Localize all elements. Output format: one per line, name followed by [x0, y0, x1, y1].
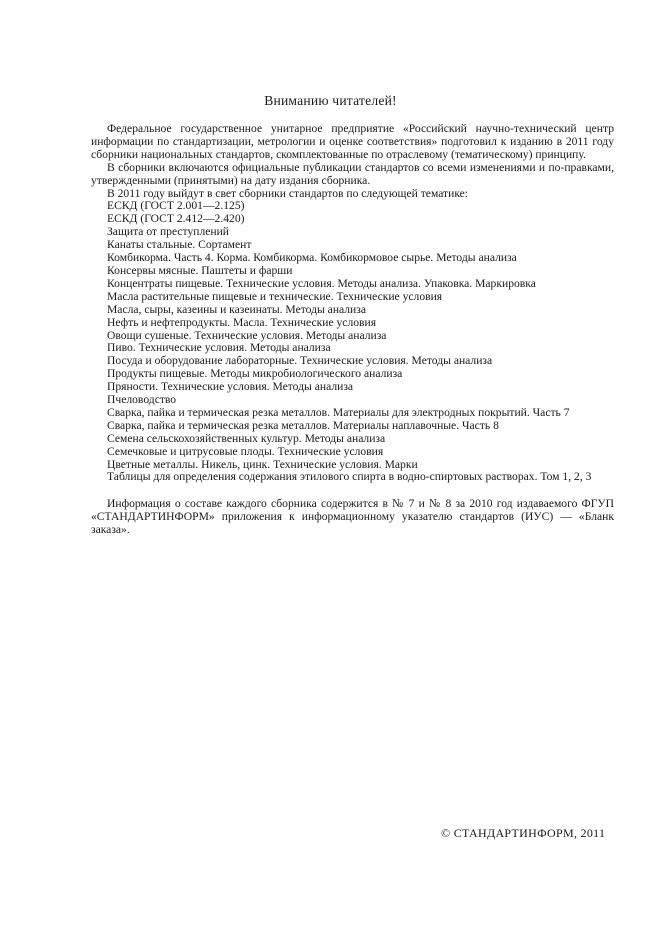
topics-intro-paragraph: В 2011 году выйдут в свет сборники стандартов по следующей тематике:: [107, 186, 469, 200]
list-item: Таблицы для определения содержания этилового спирта в водно-спиртовых растворах. Том 1, 2, 3: [107, 470, 592, 484]
intro-paragraph: Федеральное государственное унитарное предприятие «Российский научно-технический центр информации по стандартизации, метрологии и оценке соответствия» подготовил к изданию в 2011 году сборники национальных стандартов, скомплектованные по отраслевому (тематическому) принципу.: [91, 122, 614, 161]
list-item: Канаты стальные. Сортамент: [107, 238, 252, 252]
copyright-line: © СТАНДАРТИНФОРМ, 2011: [441, 826, 606, 840]
list-item: Посуда и оборудование лабораторные. Технические условия. Методы анализа: [107, 354, 493, 368]
order-info-paragraph: Информация о составе каждого сборника содержится в № 7 и № 8 за 2010 год издаваемого ФГУП «СТАНДАРТИНФОРМ» приложения к информационному указателю стандартов (ИУС) — «Бланк заказа».: [91, 497, 614, 537]
topics-list: [91, 200, 614, 484]
list-item: Концентраты пищевые. Технические условия. Методы анализа. Упаковка. Маркировка: [107, 276, 536, 290]
list-item: Пиво. Технические условия. Методы анализа: [107, 341, 331, 355]
list-item: Нефть и нефтепродукты. Масла. Технические условия: [107, 315, 377, 329]
paragraph-spacer: [91, 484, 614, 498]
list-item: Комбикорма. Часть 4. Корма. Комбикорма. Комбикормовое сырье. Методы анализа: [107, 251, 517, 265]
list-item: ЕСКД (ГОСТ 2.412—2.420): [107, 212, 245, 226]
list-item: Защита от преступлений: [107, 225, 229, 239]
list-item: Масла, сыры, казеины и казеинаты. Методы анализа: [107, 302, 366, 316]
list-item: Цветные металлы. Никель, цинк. Технические условия. Марки: [107, 457, 418, 471]
list-item: Пчеловодство: [107, 393, 177, 407]
list-item: Овощи сушеные. Технические условия. Методы анализа: [107, 328, 387, 342]
list-item: Семена сельскохозяйственных культур. Методы анализа: [107, 431, 386, 445]
list-item: Пряности. Технические условия. Методы анализа: [107, 380, 354, 394]
list-item: Семечковые и цитрусовые плоды. Технические условия: [107, 444, 384, 458]
list-item: Продукты пищевые. Методы микробиологического анализа: [107, 367, 403, 381]
list-item: Сварка, пайка и термическая резка металлов. Материалы для электродных покрытий. Часть 7: [107, 405, 570, 419]
list-item: ЕСКД (ГОСТ 2.001—2.125): [107, 199, 245, 213]
corrections-paragraph: В сборники включаются официальные публикации стандартов со всеми изменениями и по-правками, утвержденными (принятыми) на дату издания сборника.: [91, 160, 614, 187]
notice-body: [91, 123, 614, 537]
list-item: Консервы мясные. Паштеты и фарши: [107, 263, 293, 277]
list-item: Масла растительные пищевые и технические. Технические условия: [107, 289, 443, 303]
page-title: Вниманию читателей!: [264, 93, 397, 108]
list-item: Сварка, пайка и термическая резка металлов. Материалы наплавочные. Часть 8: [107, 418, 499, 432]
